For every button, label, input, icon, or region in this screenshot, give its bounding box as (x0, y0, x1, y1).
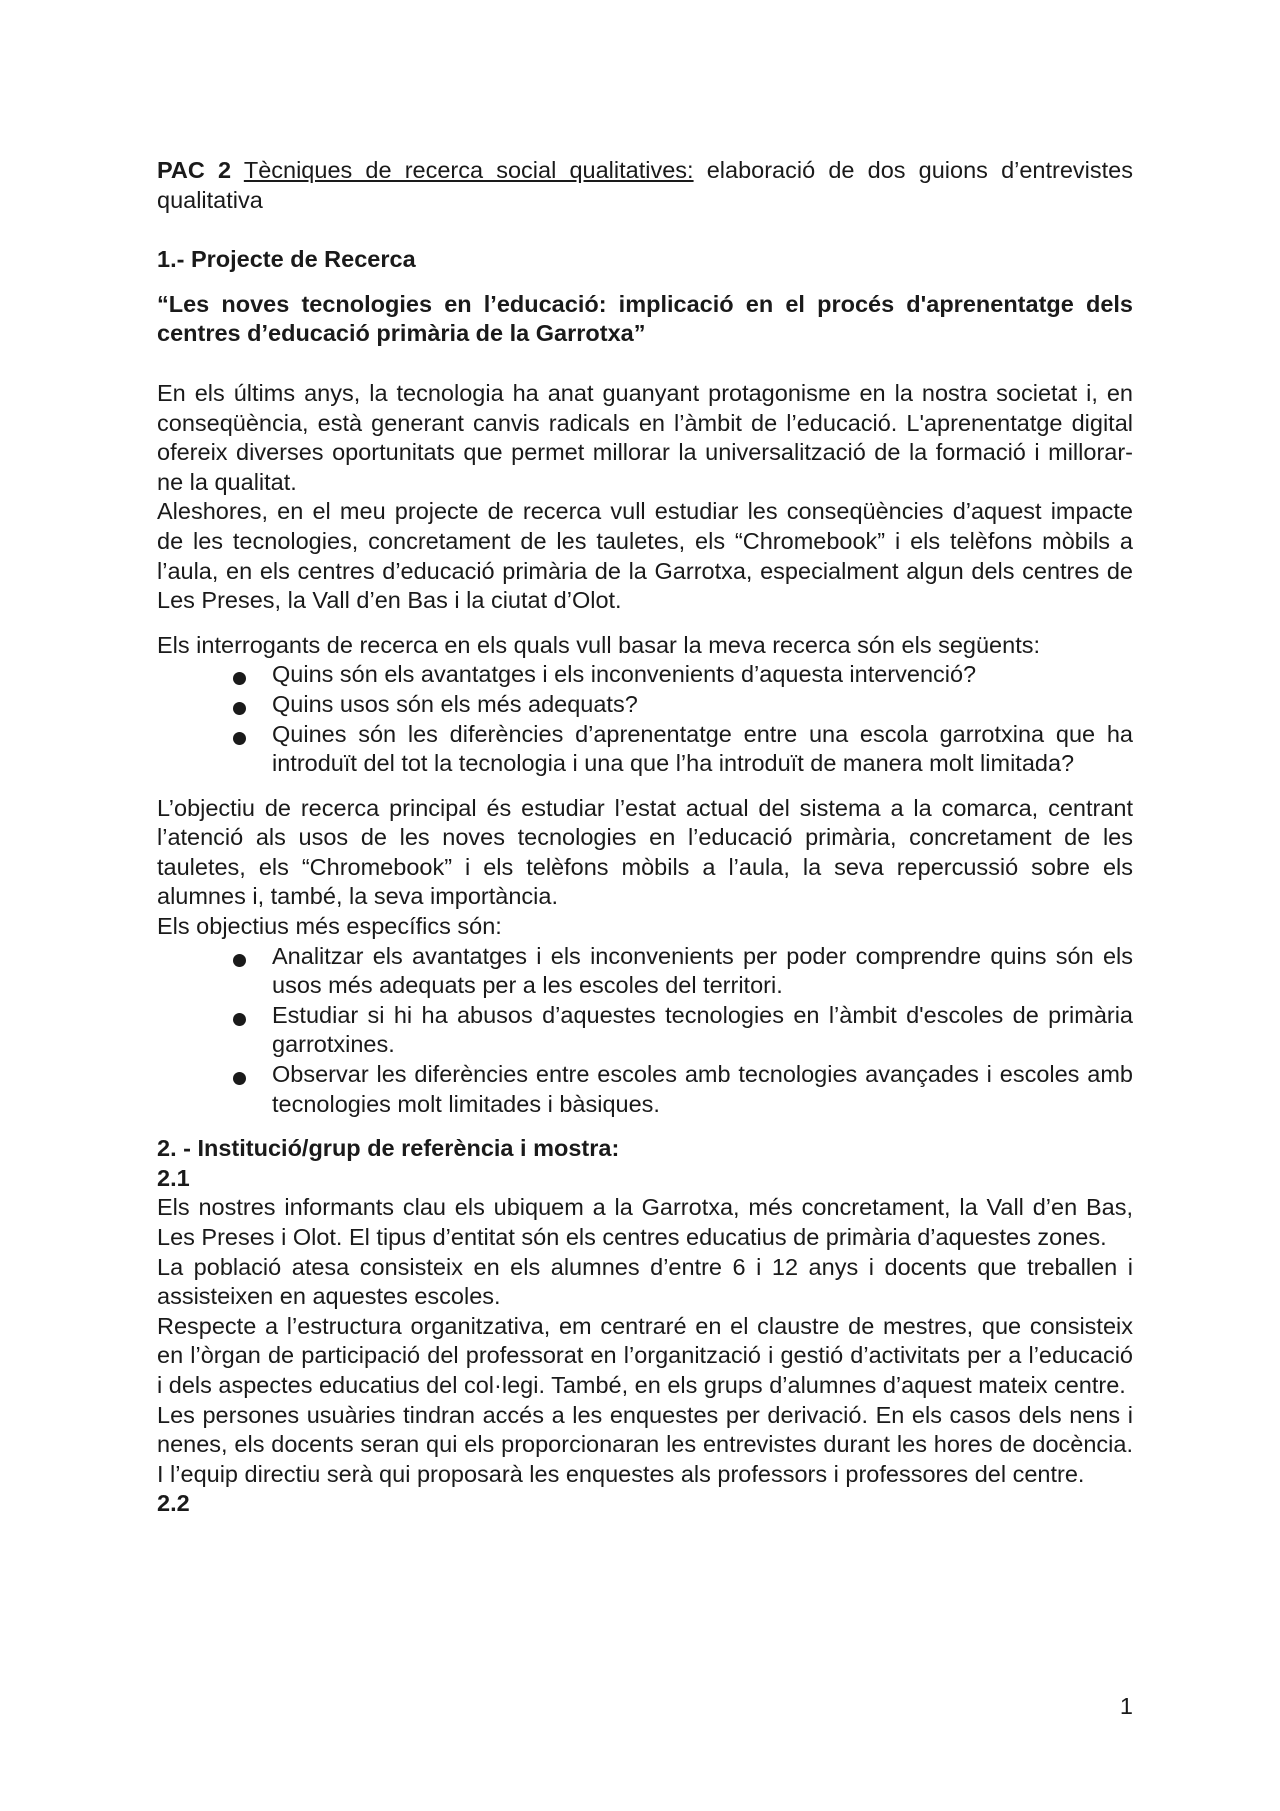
list-item: Quines són les diferències d’aprenentatge entre una escola garrotxina que ha introduït del tot la tecnologia i una que l’ha introduït de manera molt limitada? (272, 720, 1133, 779)
questions-intro: Els interrogants de recerca en els quals vull basar la meva recerca són els següents: (157, 631, 1041, 658)
section-2-heading: 2. - Institució/grup de referència i mostra: (157, 1135, 620, 1162)
assignment-subject: elaboració de dos guions d’entrevistes qualitativa (157, 157, 1133, 213)
section-1-heading: 1.- Projecte de Recerca (157, 246, 416, 273)
document-page (157, 156, 1133, 1519)
bullet-icon (233, 954, 246, 967)
list-item: Observar les diferències entre escoles amb tecnologies avançades i escoles amb tecnologies molt limitades i bàsiques. (272, 1060, 1133, 1119)
project-title: “Les noves tecnologies en l’educació: implicació en el procés d'aprenentatge dels centres d’educació primària de la Garrotxa” (157, 290, 1133, 347)
objectives-intro: Els objectius més específics són: (157, 913, 502, 940)
bullet-icon (233, 732, 246, 745)
page-number: 1 (1119, 1693, 1133, 1719)
list-item: Quins usos són els més adequats? (272, 690, 1133, 720)
list-item: Analitzar els avantatges i els inconvenients per poder comprendre quins són els usos més adequats per a les escoles del territori. (272, 942, 1133, 1001)
section-2-paragraph-4: Les persones usuàries tindran accés a les enquestes per derivació. En els casos dels nens i nenes, els docents seran qui els proporcionaran les entrevistes durant les hores de docència. I l’equip directiu serà qui proposarà les enquestes als professors i professores del centre. (157, 1401, 1133, 1487)
course-name: Tècniques de recerca social qualitatives: (243, 157, 694, 183)
intro-paragraph-2: Aleshores, en el meu projecte de recerca vull estudiar les conseqüències d’aquest impacte de les tecnologies, concretament de les tauletes, els “Chromebook” i els telèfons mòbils a l’aula, en els centres d’educació primària de la Garrotxa, especialment algun dels centres de Les Preses, la Vall d’en Bas i la ciutat d’Olot. (157, 498, 1133, 614)
bullet-icon (233, 702, 246, 715)
list-item: Estudiar si hi ha abusos d’aquestes tecnologies en l’àmbit d'escoles de primària garrotxines. (272, 1001, 1133, 1060)
bullet-icon (233, 1013, 246, 1026)
section-2-paragraph-1: Els nostres informants clau els ubiquem a la Garrotxa, més concretament, la Vall d’en Bas, Les Preses i Olot. El tipus d’entitat són els centres educatius de primària d’aquestes zones. (157, 1194, 1133, 1250)
research-questions-list (157, 660, 1133, 778)
intro-paragraph-1: En els últims anys, la tecnologia ha anat guanyant protagonisme en la nostra societat i, en conseqüència, està generant canvis radicals en l’àmbit de l’educació. L'aprenentatge digital ofereix diverses oportunitats que permet millorar la universalització de la formació i millorar-ne la qualitat. (157, 379, 1133, 495)
bullet-icon (233, 672, 246, 685)
main-objective-paragraph: L’objectiu de recerca principal és estudiar l’estat actual del sistema a la comarca, centrant l’atenció als usos de les noves tecnologies en l’educació primària, concretament de les tauletes, els “Chromebook” i els telèfons mòbils a l’aula, la seva repercussió sobre els alumnes i, també, la seva importància. (157, 794, 1133, 910)
subsection-2-1-heading: 2.1 (157, 1164, 190, 1191)
pac-label: PAC 2 (157, 157, 232, 183)
subsection-2-2-heading: 2.2 (157, 1490, 190, 1517)
bullet-icon (233, 1072, 246, 1085)
list-item: Quins són els avantatges i els inconvenients d’aquesta intervenció? (272, 660, 1133, 690)
specific-objectives-list (157, 942, 1133, 1120)
section-2-paragraph-3: Respecte a l’estructura organitzativa, em centraré en el claustre de mestres, que consisteix en l’òrgan de participació del professorat en l’organització i gestió d’activitats per a l’educació i dels aspectes educatius del col·legi. També, en els grups d’alumnes d’aquest mateix centre. (157, 1312, 1133, 1398)
section-2-paragraph-2: La població atesa consisteix en els alumnes d’entre 6 i 12 anys i docents que treballen i assisteixen en aquestes escoles. (157, 1253, 1133, 1310)
document-title (157, 156, 1133, 215)
